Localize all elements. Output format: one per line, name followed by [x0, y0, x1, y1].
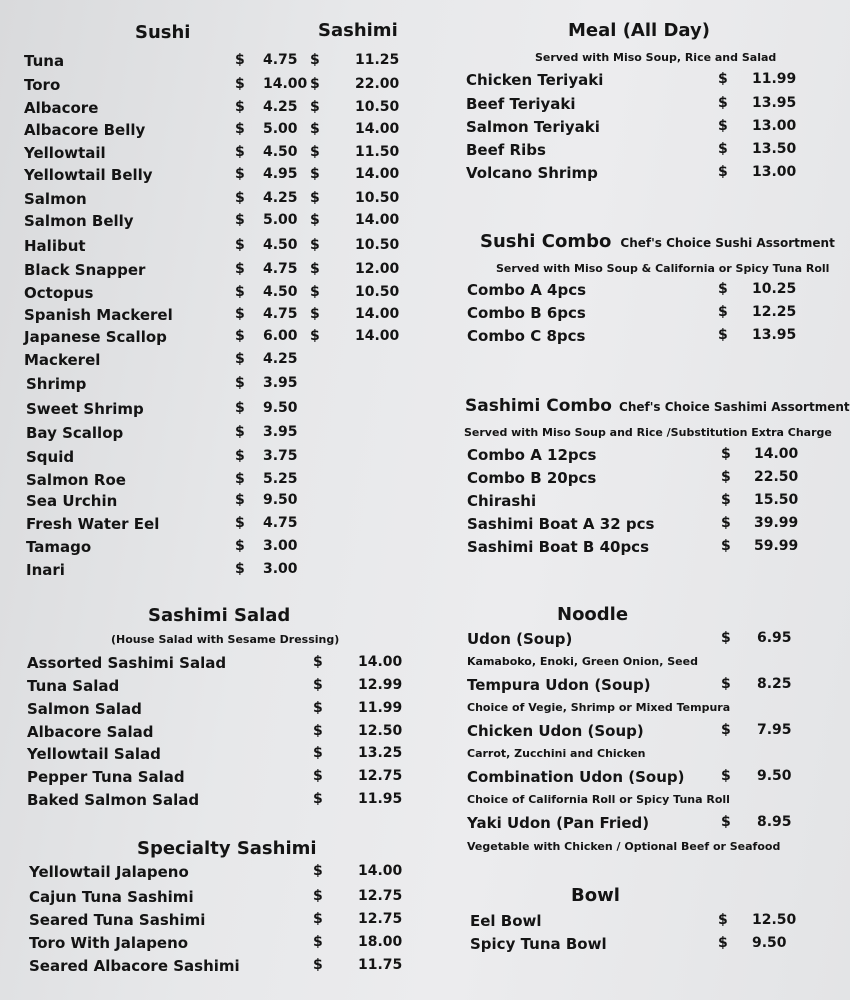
currency-symbol: $: [235, 351, 245, 367]
currency-symbol: $: [721, 768, 731, 784]
currency-symbol: $: [313, 745, 323, 761]
currency-symbol: $: [313, 768, 323, 784]
sashimi-combo-price: 39.99: [754, 515, 799, 531]
sushi-price: 3.75: [263, 448, 298, 464]
currency-symbol: $: [313, 723, 323, 739]
sushi-price: 4.25: [263, 99, 298, 115]
specialty-price: 12.75: [358, 888, 403, 904]
bowl-item-name: Spicy Tuna Bowl: [470, 935, 607, 953]
sushi-price: 4.75: [263, 515, 298, 531]
meal-title: Meal (All Day): [568, 20, 710, 41]
meal-item-name: Beef Ribs: [466, 141, 546, 159]
currency-symbol: $: [313, 791, 323, 807]
salad-price: 12.50: [358, 723, 403, 739]
currency-symbol: $: [235, 515, 245, 531]
currency-symbol: $: [235, 261, 245, 277]
salad-item-name: Baked Salmon Salad: [27, 791, 200, 809]
sushi-item-name: Inari: [26, 561, 65, 579]
sashimi-combo-item-name: Chirashi: [467, 492, 537, 510]
sashimi-combo-price: 59.99: [754, 538, 799, 554]
sashimi-price: 12.00: [355, 261, 400, 277]
sushi-item-name: Salmon Roe: [26, 471, 126, 489]
bowl-title: Bowl: [571, 885, 620, 906]
meal-price: 13.00: [752, 164, 797, 180]
sashimi-price: 14.00: [355, 306, 400, 322]
salad-price: 11.99: [358, 700, 403, 716]
sushi-price: 5.25: [263, 471, 298, 487]
sushi-price: 9.50: [263, 400, 298, 416]
sushi-combo-title-note: Chef's Choice Sushi Assortment: [620, 236, 835, 250]
meal-price: 13.95: [752, 95, 797, 111]
sashimi-combo-title-note: Chef's Choice Sashimi Assortment: [619, 400, 850, 414]
meal-price: 13.00: [752, 118, 797, 134]
specialty-price: 12.75: [358, 911, 403, 927]
sashimi-price: 14.00: [355, 121, 400, 137]
sushi-item-name: Shrimp: [26, 375, 87, 393]
currency-symbol: $: [310, 261, 320, 277]
currency-symbol: $: [718, 935, 728, 951]
currency-symbol: $: [235, 400, 245, 416]
sashimi-combo-price: 14.00: [754, 446, 799, 462]
currency-symbol: $: [313, 654, 323, 670]
noodle-item-note: Choice of Vegie, Shrimp or Mixed Tempura: [467, 701, 731, 714]
sushi-price: 3.95: [263, 424, 298, 440]
sushi-price: 4.95: [263, 166, 298, 182]
currency-symbol: $: [718, 71, 728, 87]
currency-symbol: $: [313, 700, 323, 716]
sashimi-combo-item-name: Sashimi Boat B 40pcs: [467, 538, 650, 556]
currency-symbol: $: [721, 492, 731, 508]
specialty-item-name: Seared Tuna Sashimi: [29, 911, 206, 929]
sashimi-salad-title: Sashimi Salad: [148, 605, 291, 626]
bowl-price: 12.50: [752, 912, 797, 928]
meal-item-name: Chicken Teriyaki: [466, 71, 604, 89]
currency-symbol: $: [721, 515, 731, 531]
sushi-price: 4.75: [263, 52, 298, 68]
sashimi-price: 10.50: [355, 237, 400, 253]
sushi-column-header: Sushi: [135, 22, 191, 43]
currency-symbol: $: [721, 722, 731, 738]
sushi-combo-price: 13.95: [752, 327, 797, 343]
sushi-price: 14.00: [263, 76, 308, 92]
sushi-price: 5.00: [263, 212, 298, 228]
sashimi-price: 10.50: [355, 99, 400, 115]
sushi-combo-price: 12.25: [752, 304, 797, 320]
currency-symbol: $: [721, 630, 731, 646]
currency-symbol: $: [235, 237, 245, 253]
currency-symbol: $: [721, 538, 731, 554]
currency-symbol: $: [235, 121, 245, 137]
sushi-combo-item-name: Combo C 8pcs: [467, 327, 586, 345]
currency-symbol: $: [235, 538, 245, 554]
currency-symbol: $: [235, 99, 245, 115]
sashimi-combo-item-name: Combo B 20pcs: [467, 469, 597, 487]
currency-symbol: $: [310, 121, 320, 137]
sushi-item-name: Sea Urchin: [26, 492, 118, 510]
currency-symbol: $: [235, 424, 245, 440]
currency-symbol: $: [721, 676, 731, 692]
noodle-title: Noodle: [557, 604, 629, 625]
salad-price: 11.95: [358, 791, 403, 807]
specialty-item-name: Seared Albacore Sashimi: [29, 957, 240, 975]
sushi-price: 4.25: [263, 351, 298, 367]
sushi-price: 4.75: [263, 306, 298, 322]
currency-symbol: $: [235, 52, 245, 68]
currency-symbol: $: [310, 166, 320, 182]
noodle-item-note: Carrot, Zucchini and Chicken: [467, 747, 646, 760]
meal-item-name: Salmon Teriyaki: [466, 118, 600, 136]
currency-symbol: $: [310, 190, 320, 206]
sashimi-price: 11.25: [355, 52, 400, 68]
noodle-price: 6.95: [757, 630, 792, 646]
salad-item-name: Yellowtail Salad: [27, 745, 161, 763]
sushi-price: 4.50: [263, 144, 298, 160]
sashimi-combo-price: 22.50: [754, 469, 799, 485]
currency-symbol: $: [718, 164, 728, 180]
currency-symbol: $: [235, 306, 245, 322]
meal-price: 11.99: [752, 71, 797, 87]
sushi-item-name: Japanese Scallop: [24, 328, 167, 346]
sashimi-combo-item-name: Sashimi Boat A 32 pcs: [467, 515, 655, 533]
sushi-item-name: Bay Scallop: [26, 424, 124, 442]
sushi-item-name: Halibut: [24, 237, 86, 255]
specialty-item-name: Yellowtail Jalapeno: [29, 863, 189, 881]
sushi-price: 4.25: [263, 190, 298, 206]
sushi-item-name: Toro: [24, 76, 61, 94]
sushi-item-name: Albacore: [24, 99, 99, 117]
noodle-item-name: Udon (Soup): [467, 630, 573, 648]
meal-item-name: Volcano Shrimp: [466, 164, 598, 182]
sashimi-price: 14.00: [355, 166, 400, 182]
currency-symbol: $: [721, 814, 731, 830]
bowl-price: 9.50: [752, 935, 787, 951]
meal-price: 13.50: [752, 141, 797, 157]
currency-symbol: $: [313, 863, 323, 879]
salad-item-name: Salmon Salad: [27, 700, 142, 718]
noodle-item-name: Yaki Udon (Pan Fried): [467, 814, 650, 832]
currency-symbol: $: [313, 957, 323, 973]
sushi-price: 5.00: [263, 121, 298, 137]
sushi-price: 3.95: [263, 375, 298, 391]
salad-item-name: Tuna Salad: [27, 677, 120, 695]
sushi-item-name: Yellowtail Belly: [24, 166, 153, 184]
bowl-item-name: Eel Bowl: [470, 912, 542, 930]
sushi-item-name: Sweet Shrimp: [26, 400, 144, 418]
sushi-item-name: Fresh Water Eel: [26, 515, 160, 533]
salad-price: 12.75: [358, 768, 403, 784]
currency-symbol: $: [235, 471, 245, 487]
sashimi-price: 22.00: [355, 76, 400, 92]
sushi-price: 3.00: [263, 561, 298, 577]
specialty-item-name: Cajun Tuna Sashimi: [29, 888, 194, 906]
sushi-item-name: Yellowtail: [24, 144, 106, 162]
currency-symbol: $: [721, 469, 731, 485]
sashimi-price: 14.00: [355, 328, 400, 344]
currency-symbol: $: [718, 304, 728, 320]
sushi-price: 3.00: [263, 538, 298, 554]
currency-symbol: $: [718, 912, 728, 928]
currency-symbol: $: [313, 888, 323, 904]
currency-symbol: $: [313, 677, 323, 693]
sashimi-combo-heading: [465, 396, 850, 416]
sushi-price: 9.50: [263, 492, 298, 508]
sushi-item-name: Albacore Belly: [24, 121, 146, 139]
currency-symbol: $: [310, 328, 320, 344]
sushi-price: 6.00: [263, 328, 298, 344]
specialty-price: 14.00: [358, 863, 403, 879]
noodle-price: 8.95: [757, 814, 792, 830]
sashimi-price: 10.50: [355, 284, 400, 300]
currency-symbol: $: [235, 375, 245, 391]
sushi-item-name: Octopus: [24, 284, 94, 302]
currency-symbol: $: [235, 212, 245, 228]
currency-symbol: $: [310, 76, 320, 92]
currency-symbol: $: [235, 284, 245, 300]
noodle-price: 9.50: [757, 768, 792, 784]
currency-symbol: $: [721, 446, 731, 462]
specialty-price: 11.75: [358, 957, 403, 973]
sashimi-column-header: Sashimi: [318, 20, 398, 41]
sushi-item-name: Black Snapper: [24, 261, 146, 279]
currency-symbol: $: [235, 492, 245, 508]
noodle-item-name: Tempura Udon (Soup): [467, 676, 651, 694]
sushi-item-name: Tamago: [26, 538, 92, 556]
sushi-item-name: Mackerel: [24, 351, 101, 369]
specialty-item-name: Toro With Jalapeno: [29, 934, 189, 952]
currency-symbol: $: [235, 144, 245, 160]
sashimi-price: 11.50: [355, 144, 400, 160]
currency-symbol: $: [235, 561, 245, 577]
sushi-item-name: Spanish Mackerel: [24, 306, 173, 324]
salad-item-name: Albacore Salad: [27, 723, 154, 741]
sushi-combo-item-name: Combo A 4pcs: [467, 281, 587, 299]
currency-symbol: $: [310, 99, 320, 115]
sushi-price: 4.75: [263, 261, 298, 277]
sashimi-salad-subtitle: (House Salad with Sesame Dressing): [111, 633, 340, 646]
currency-symbol: $: [718, 141, 728, 157]
sashimi-combo-subtitle: Served with Miso Soup and Rice /Substitution Extra Charge: [464, 426, 832, 439]
currency-symbol: $: [310, 52, 320, 68]
sushi-combo-subtitle: Served with Miso Soup & California or Spicy Tuna Roll: [496, 262, 830, 275]
salad-price: 13.25: [358, 745, 403, 761]
sashimi-price: 10.50: [355, 190, 400, 206]
sushi-item-name: Salmon: [24, 190, 87, 208]
sushi-price: 4.50: [263, 284, 298, 300]
noodle-item-note: Choice of California Roll or Spicy Tuna Roll: [467, 793, 730, 806]
salad-item-name: Pepper Tuna Salad: [27, 768, 185, 786]
currency-symbol: $: [313, 911, 323, 927]
currency-symbol: $: [313, 934, 323, 950]
salad-price: 12.99: [358, 677, 403, 693]
noodle-item-note: Vegetable with Chicken / Optional Beef or Seafood: [467, 840, 781, 853]
noodle-item-name: Combination Udon (Soup): [467, 768, 685, 786]
currency-symbol: $: [310, 212, 320, 228]
noodle-item-name: Chicken Udon (Soup): [467, 722, 644, 740]
currency-symbol: $: [310, 237, 320, 253]
specialty-price: 18.00: [358, 934, 403, 950]
currency-symbol: $: [235, 328, 245, 344]
sashimi-price: 14.00: [355, 212, 400, 228]
currency-symbol: $: [310, 306, 320, 322]
salad-item-name: Assorted Sashimi Salad: [27, 654, 227, 672]
currency-symbol: $: [718, 281, 728, 297]
currency-symbol: $: [718, 327, 728, 343]
noodle-item-note: Kamaboko, Enoki, Green Onion, Seed: [467, 655, 698, 668]
salad-price: 14.00: [358, 654, 403, 670]
currency-symbol: $: [310, 144, 320, 160]
specialty-sashimi-title: Specialty Sashimi: [137, 838, 317, 859]
sushi-item-name: Squid: [26, 448, 75, 466]
sushi-item-name: Salmon Belly: [24, 212, 134, 230]
noodle-price: 7.95: [757, 722, 792, 738]
meal-subtitle: Served with Miso Soup, Rice and Salad: [535, 51, 777, 64]
noodle-price: 8.25: [757, 676, 792, 692]
currency-symbol: $: [310, 284, 320, 300]
sashimi-combo-title: Sashimi Combo: [465, 396, 612, 416]
sashimi-combo-item-name: Combo A 12pcs: [467, 446, 597, 464]
currency-symbol: $: [235, 76, 245, 92]
sushi-combo-price: 10.25: [752, 281, 797, 297]
sushi-combo-heading: [480, 231, 835, 252]
sushi-combo-title: Sushi Combo: [480, 231, 612, 252]
currency-symbol: $: [235, 166, 245, 182]
sushi-item-name: Tuna: [24, 52, 65, 70]
currency-symbol: $: [718, 118, 728, 134]
sashimi-combo-price: 15.50: [754, 492, 799, 508]
currency-symbol: $: [235, 190, 245, 206]
currency-symbol: $: [718, 95, 728, 111]
currency-symbol: $: [235, 448, 245, 464]
sushi-combo-item-name: Combo B 6pcs: [467, 304, 586, 322]
meal-item-name: Beef Teriyaki: [466, 95, 576, 113]
sushi-price: 4.50: [263, 237, 298, 253]
